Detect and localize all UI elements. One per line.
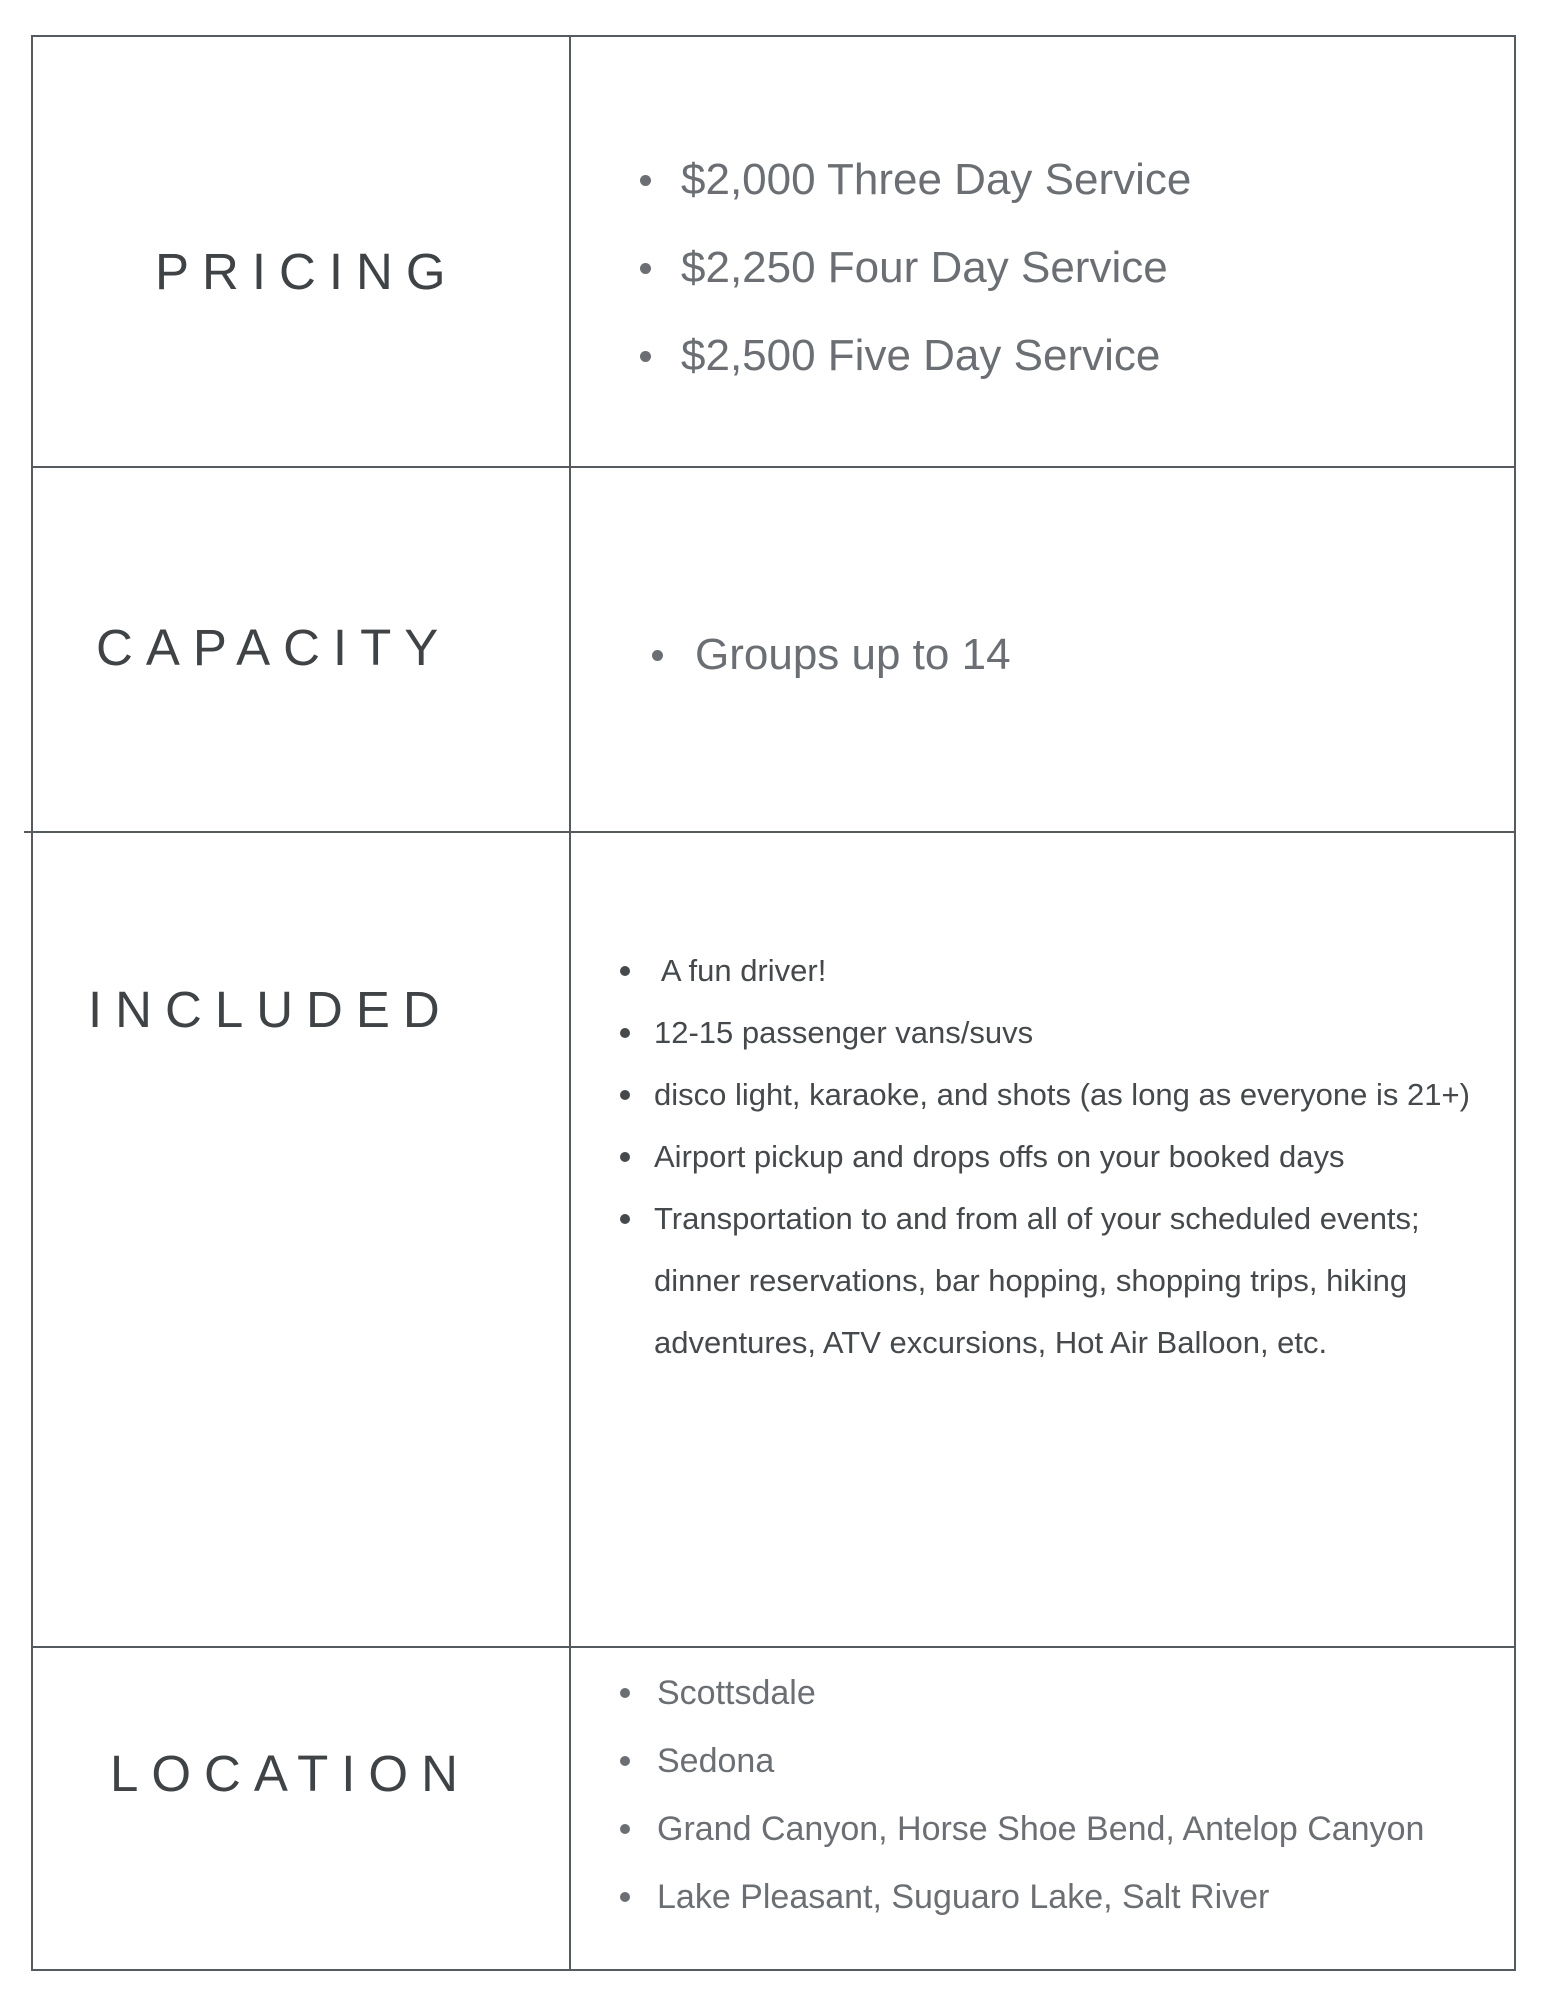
included-item: Airport pickup and drops offs on your booked days (620, 1126, 1494, 1188)
bullet-icon (640, 351, 651, 362)
column-divider (569, 35, 571, 1971)
included-label: INCLUDED (88, 981, 453, 1038)
row-divider-pricing (31, 466, 1516, 468)
included-item: disco light, karaoke, and shots (as long as everyone is 21+) (620, 1064, 1494, 1126)
location-label: LOCATION (110, 1745, 471, 1802)
bullet-icon (640, 263, 651, 274)
pricing-item: $2,000 Three Day Service (640, 145, 1191, 233)
pricing-item: $2,250 Four Day Service (640, 233, 1191, 321)
pricing-list (640, 145, 1191, 409)
location-item: Sedona (620, 1727, 1424, 1795)
capacity-label: CAPACITY (96, 619, 452, 676)
bullet-icon (652, 650, 663, 661)
capacity-list (652, 620, 1011, 690)
location-list (620, 1659, 1424, 1931)
bullet-icon (640, 175, 651, 186)
capacity-item: Groups up to 14 (652, 620, 1011, 690)
row-divider-capacity (24, 831, 1516, 833)
location-item: Scottsdale (620, 1659, 1424, 1727)
bullet-icon (620, 1688, 630, 1698)
pricing-label: PRICING (155, 243, 459, 300)
bullet-icon (620, 1756, 630, 1766)
bullet-icon (620, 1090, 630, 1100)
location-item: Lake Pleasant, Suguaro Lake, Salt River (620, 1863, 1424, 1931)
included-item: A fun driver! (620, 940, 1494, 1002)
location-item: Grand Canyon, Horse Shoe Bend, Antelop Canyon (620, 1795, 1424, 1863)
included-list (620, 940, 1494, 1374)
pricing-item: $2,500 Five Day Service (640, 321, 1191, 409)
bullet-icon (620, 966, 630, 976)
row-divider-included (31, 1646, 1516, 1648)
bullet-icon (620, 1824, 630, 1834)
bullet-icon (620, 1214, 630, 1224)
included-item: 12-15 passenger vans/suvs (620, 1002, 1494, 1064)
included-item: Transportation to and from all of your scheduled events; dinner reservations, bar hopping, shopping trips, hiking adventures, ATV excursions, Hot Air Balloon, etc. (620, 1188, 1494, 1374)
bullet-icon (620, 1028, 630, 1038)
bullet-icon (620, 1152, 630, 1162)
bullet-icon (620, 1892, 630, 1902)
